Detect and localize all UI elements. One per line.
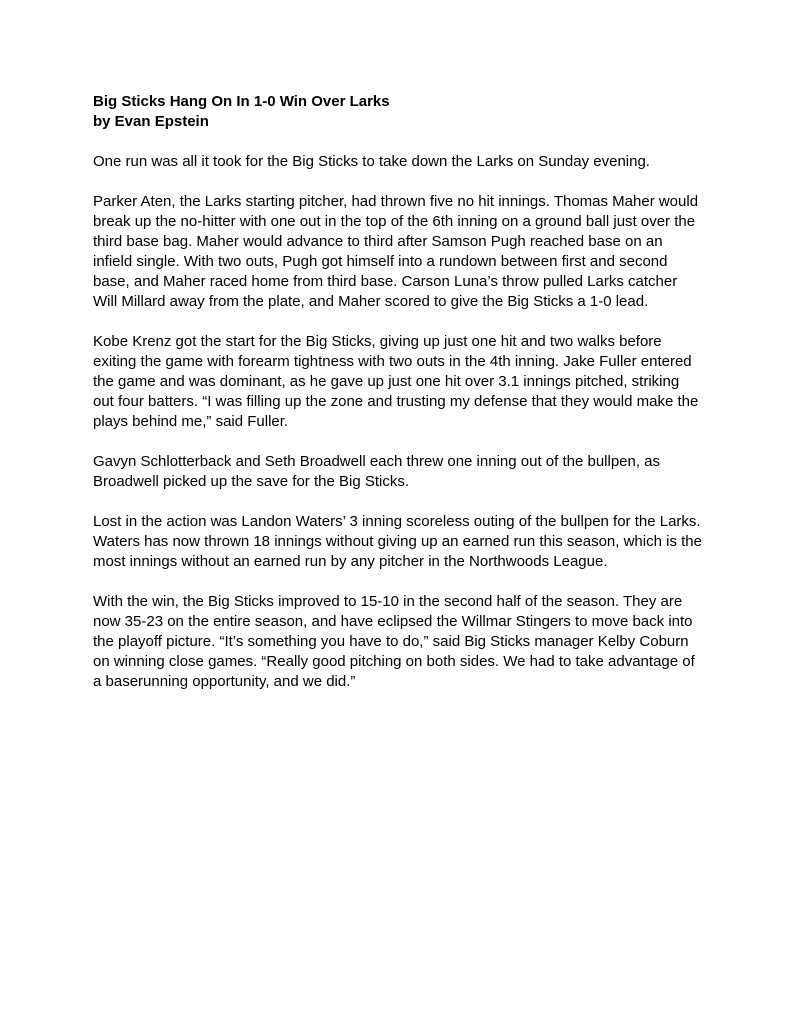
document-page: [93, 92, 703, 712]
paragraph-starting-pitching: Kobe Krenz got the start for the Big Sticks, giving up just one hit and two walks before exiting the game with forearm tightness with two outs in the 4th inning. Jake Fuller entered the game and was dominant, as he gave up just one hit over 3.1 innings pitched, striking out four batters. “I was filling up the zone and trusting my defense that they would make the plays behind me,” said Fuller.: [93, 333, 699, 430]
paragraph-larks-bullpen: Lost in the action was Landon Waters’ 3 inning scoreless outing of the bullpen for the Larks. Waters has now thrown 18 innings without giving up an earned run this season, which is the most innings without an earned run by any pitcher in the Northwoods League.: [93, 513, 702, 570]
article-title: Big Sticks Hang On In 1-0 Win Over Larks: [93, 93, 390, 110]
paragraph-bullpen: Gavyn Schlotterback and Seth Broadwell each threw one inning out of the bullpen, as Broadwell picked up the save for the Big Sticks.: [93, 453, 661, 490]
paragraph-standings: With the win, the Big Sticks improved to 15-10 in the second half of the season. They are now 35-23 on the entire season, and have eclipsed the Willmar Stingers to move back into the playoff picture. “It’s something you have to do,” said Big Sticks manager Kelby Coburn on winning close games. “Really good pitching on both sides. We had to take advantage of a baserunning opportunity, and we did.”: [93, 593, 695, 690]
paragraph-intro: One run was all it took for the Big Sticks to take down the Larks on Sunday evening.: [93, 153, 650, 170]
article-byline: by Evan Epstein: [93, 113, 209, 130]
paragraph-game-recap: Parker Aten, the Larks starting pitcher, had thrown five no hit innings. Thomas Maher would break up the no-hitter with one out in the top of the 6th inning on a ground ball just over the third base bag. Maher would advance to third after Samson Pugh reached base on an infield single. With two outs, Pugh got himself into a rundown between first and second base, and Maher raced home from third base. Carson Luna’s throw pulled Larks catcher Will Millard away from the plate, and Maher scored to give the Big Sticks a 1-0 lead.: [93, 193, 699, 310]
